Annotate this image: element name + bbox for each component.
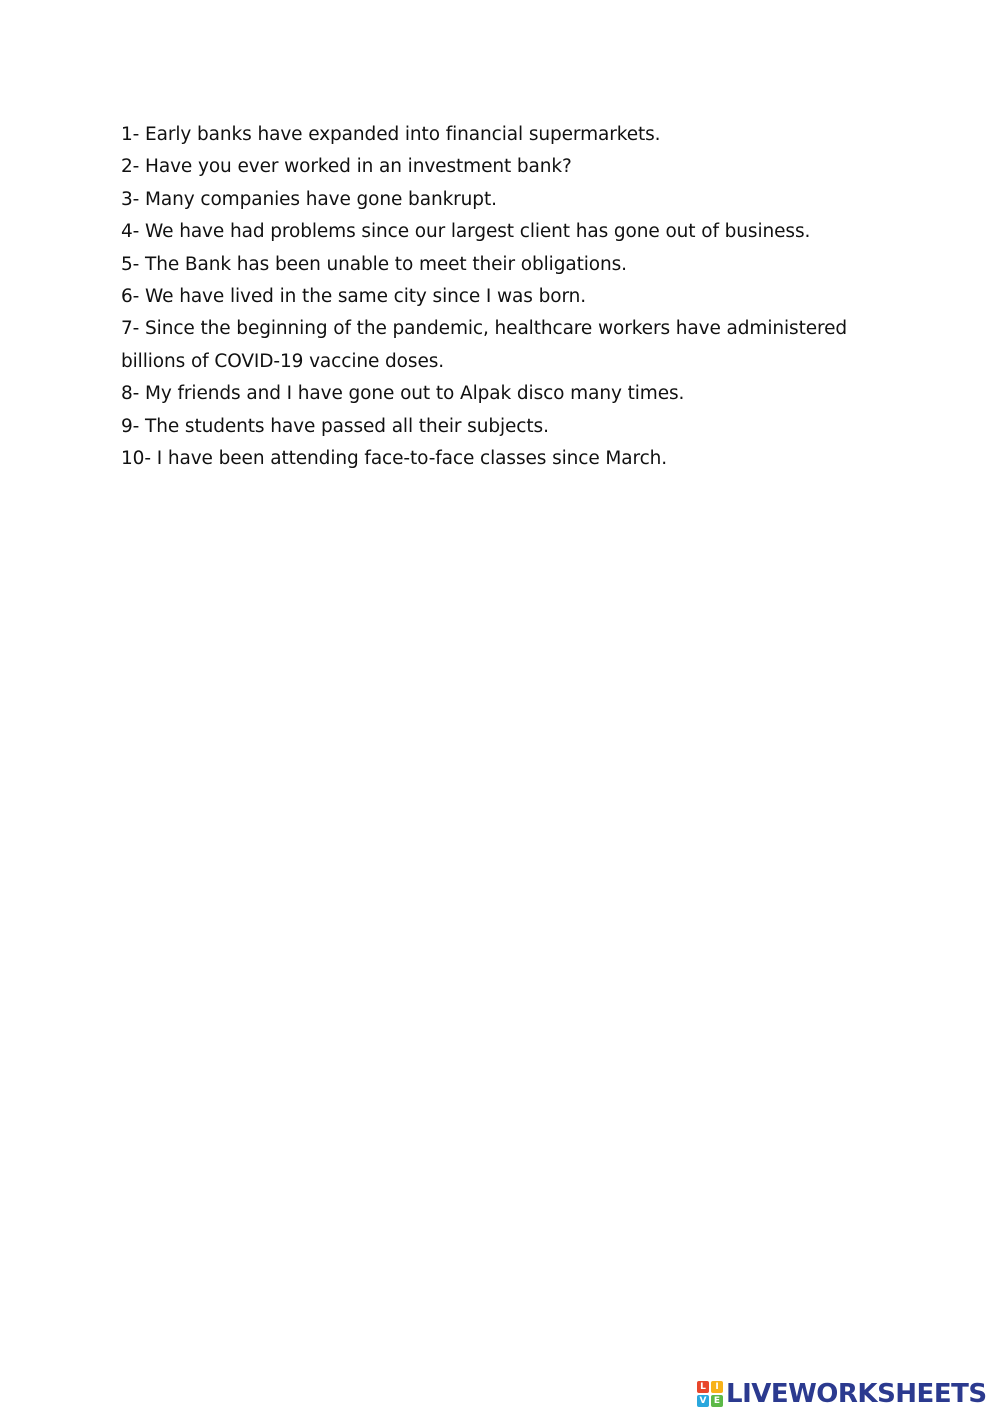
sentence-list bbox=[121, 119, 881, 475]
logo-mark-letter: E bbox=[711, 1395, 723, 1407]
sentence-5: 5- The Bank has been unable to meet their obligations. bbox=[121, 253, 627, 275]
logo-text: LIVEWORKSHEETS bbox=[726, 1379, 987, 1409]
sentence-1: 1- Early banks have expanded into financial supermarkets. bbox=[121, 124, 661, 145]
liveworksheets-logo bbox=[697, 1379, 987, 1409]
logo-mark-letter: I bbox=[711, 1381, 723, 1393]
sentence-4: 4- We have had problems since our largest client has gone out of business. bbox=[121, 221, 811, 243]
sentence-9: 9- The students have passed all their subjects. bbox=[121, 415, 549, 437]
logo-mark-letter: L bbox=[697, 1381, 709, 1393]
sentence-7: 7- Since the beginning of the pandemic, healthcare workers have administered billions of COVID-19 vaccine doses. bbox=[121, 318, 848, 372]
sentence-2: 2- Have you ever worked in an investment bank? bbox=[121, 156, 572, 178]
sentence-10: 10- I have been attending face-to-face classes since March. bbox=[121, 448, 668, 470]
sentence-6: 6- We have lived in the same city since I was born. bbox=[121, 286, 587, 308]
sentence-8: 8- My friends and I have gone out to Alpak disco many times. bbox=[121, 383, 685, 405]
sentence-3: 3- Many companies have gone bankrupt. bbox=[121, 188, 497, 210]
logo-mark-letter: V bbox=[697, 1395, 709, 1407]
logo-mark-icon bbox=[697, 1381, 723, 1407]
